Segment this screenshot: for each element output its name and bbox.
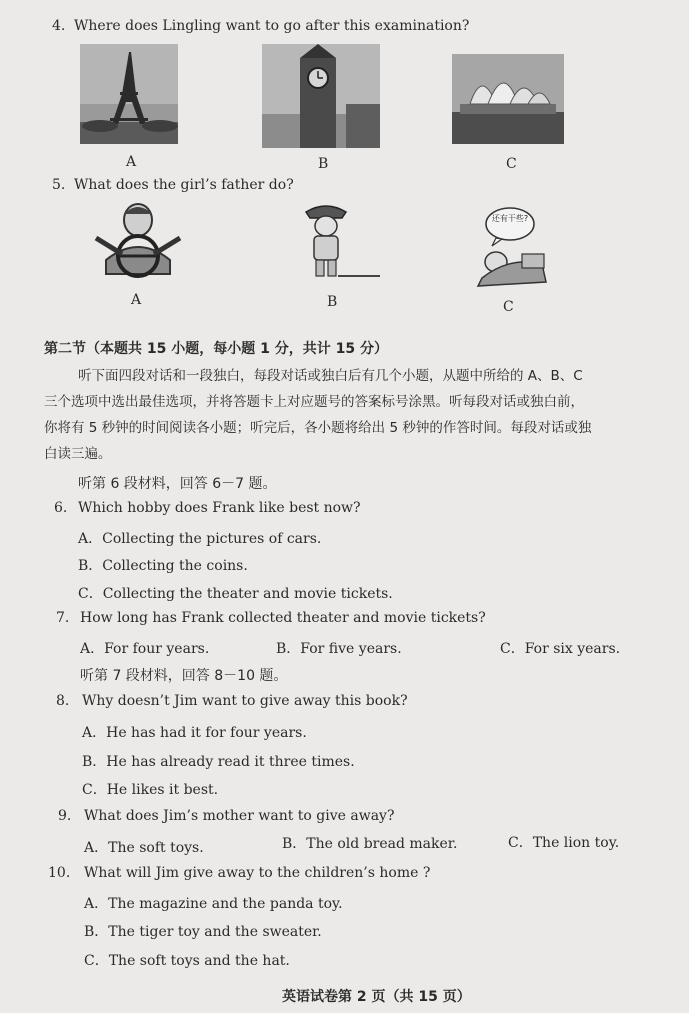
q10-option-a: A．The magazine and the panda toy. (84, 896, 343, 912)
q8-option-b: B．He has already read it three times. (82, 754, 355, 770)
q6-number: 6. (54, 500, 68, 516)
q8-option-a: A．He has had it for four years. (82, 725, 307, 741)
q9-number: 9. (58, 808, 72, 824)
q9-text: What does Jim’s mother want to give away? (84, 808, 395, 824)
q6-text: Which hobby does Frank like best now? (78, 500, 361, 516)
q7-option-b: B．For five years. (276, 641, 402, 657)
q10-number: 10. (48, 865, 71, 881)
section2-instructions (44, 363, 674, 467)
q9-option-b: B．The old bread maker. (282, 836, 458, 852)
q5-number: 5. (52, 177, 66, 193)
q7-text: How long has Frank collected theater and movie tickets? (80, 610, 486, 626)
material7-instruction: 听第 7 段材料，回答 8－10 题。 (80, 668, 288, 684)
eiffel-tower-image (80, 44, 178, 144)
big-ben-image (262, 44, 380, 148)
driver-image (92, 198, 184, 284)
q8-text: Why doesn’t Jim want to give away this book? (82, 693, 408, 709)
q4-number: 4. (52, 18, 66, 34)
sydney-opera-house-image (452, 54, 564, 144)
q9-option-a: A．The soft toys. (84, 840, 204, 856)
q7-number: 7. (56, 610, 70, 626)
q5-option-c: C (503, 299, 514, 315)
speech-bubble-text: 还有干些? (491, 214, 529, 223)
q8-number: 8. (56, 693, 70, 709)
q6-option-a: A．Collecting the pictures of cars. (78, 531, 322, 547)
q10-option-c: C．The soft toys and the hat. (84, 953, 290, 969)
q9-option-c: C．The lion toy. (508, 835, 620, 851)
q10-option-b: B．The tiger toy and the sweater. (84, 924, 322, 940)
q7-option-c: C．For six years. (500, 641, 621, 657)
instruction-line-3: 你将有 5 秒钟的时间阅读各小题；听完后，各小题将给出 5 秒钟的作答时间。每段对话或独 (44, 420, 592, 436)
q10-text: What will Jim give away to the children’s home ? (84, 865, 431, 881)
material6-instruction: 听第 6 段材料，回答 6－7 题。 (78, 476, 277, 492)
office-worker-image (466, 204, 550, 288)
q4-option-c: C (506, 156, 517, 172)
q4-text: Where does Lingling want to go after this examination? (74, 18, 470, 34)
instruction-line-1: 听下面四段对话和一段独白，每段对话或独白后有几个小题，从题中所给的 A、B、C (78, 368, 583, 384)
q5-text: What does the girl’s father do? (74, 177, 294, 193)
q4-option-a: A (126, 154, 137, 170)
q7-option-a: A．For four years. (80, 641, 210, 657)
q4-option-b: B (318, 156, 329, 172)
section2-heading: 第二节（本题共 15 小题，每小题 1 分，共计 15 分） (44, 341, 388, 357)
page-footer: 英语试卷第 2 页（共 15 页） (282, 989, 471, 1005)
q6-option-c: C．Collecting the theater and movie tickets. (78, 586, 393, 602)
policeman-image (296, 200, 382, 280)
q5-option-b: B (327, 294, 338, 310)
instruction-line-2: 三个选项中选出最佳选项，并将答题卡上对应题号的答案标号涂黑。听每段对话或独白前， (44, 394, 584, 410)
q5-option-a: A (131, 292, 142, 308)
q6-option-b: B．Collecting the coins. (78, 558, 248, 574)
q8-option-c: C．He likes it best. (82, 782, 219, 798)
instruction-line-4: 白读三遍。 (44, 446, 112, 462)
